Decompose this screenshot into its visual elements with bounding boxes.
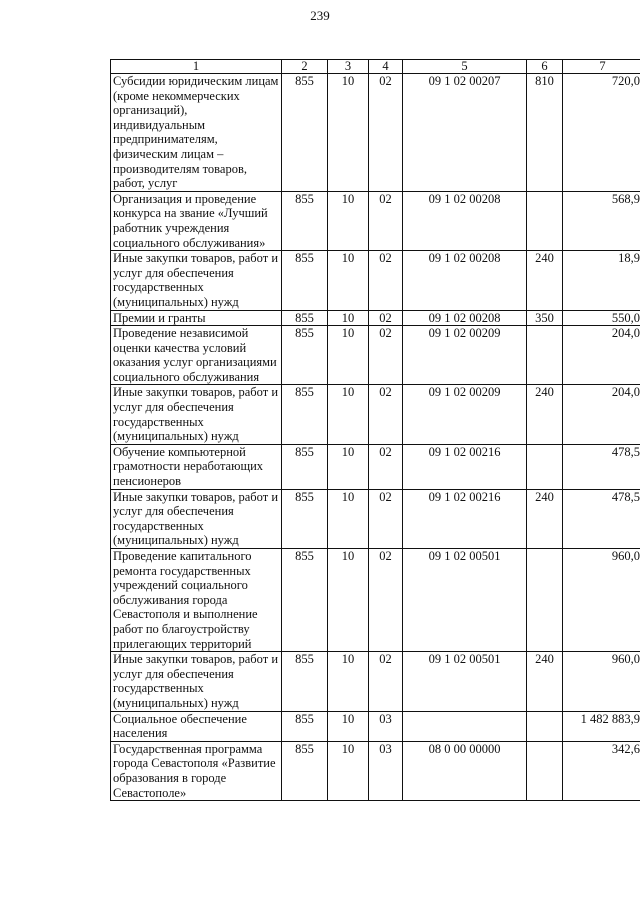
target-article-code: 09 1 02 00208 (403, 310, 527, 326)
department-code: 855 (282, 652, 328, 711)
department-code: 855 (282, 711, 328, 741)
table-row (111, 191, 640, 250)
target-article-code: 08 0 00 00000 (403, 741, 527, 800)
subsection-code: 02 (369, 549, 403, 652)
table-body (111, 74, 640, 801)
section-code: 10 (328, 444, 369, 489)
column-header: 5 (403, 60, 527, 74)
target-article-code: 09 1 02 00216 (403, 489, 527, 548)
section-code: 10 (328, 741, 369, 800)
section-code: 10 (328, 310, 369, 326)
item-name: Проведение независимой оценки качества условий оказания услуг организациями социального обслуживания (111, 326, 282, 385)
item-name: Проведение капитального ремонта государственных учреждений социального обслуживания города Севастополя и выполнение работ по благоустройству прилегающих территорий (111, 549, 282, 652)
table-row (111, 489, 640, 548)
subsection-code: 02 (369, 251, 403, 310)
amount: 478,5 (563, 444, 640, 489)
amount: 550,0 (563, 310, 640, 326)
table-row (111, 711, 640, 741)
page-number: 239 (310, 8, 330, 23)
expense-type-code (527, 326, 563, 385)
item-name: Субсидии юридическим лицам (кроме некоммерческих организаций), индивидуальным предпринимателям, физическим лицам – производителям товаров, работ, услуг (111, 74, 282, 192)
subsection-code: 02 (369, 326, 403, 385)
section-code: 10 (328, 385, 369, 444)
item-name: Премии и гранты (111, 310, 282, 326)
amount: 960,0 (563, 549, 640, 652)
expense-type-code: 240 (527, 652, 563, 711)
column-header: 3 (328, 60, 369, 74)
department-code: 855 (282, 251, 328, 310)
table-row (111, 549, 640, 652)
table-row (111, 310, 640, 326)
expense-type-code: 240 (527, 489, 563, 548)
department-code: 855 (282, 549, 328, 652)
section-code: 10 (328, 74, 369, 192)
subsection-code: 02 (369, 74, 403, 192)
amount: 568,9 (563, 191, 640, 250)
subsection-code: 03 (369, 741, 403, 800)
budget-table (110, 59, 640, 801)
department-code: 855 (282, 326, 328, 385)
expense-type-code (527, 711, 563, 741)
section-code: 10 (328, 549, 369, 652)
amount: 960,0 (563, 652, 640, 711)
section-code: 10 (328, 251, 369, 310)
amount: 204,0 (563, 385, 640, 444)
target-article-code: 09 1 02 00209 (403, 326, 527, 385)
column-header: 1 (111, 60, 282, 74)
amount: 1 482 883,9 (563, 711, 640, 741)
table-row (111, 74, 640, 192)
amount: 720,0 (563, 74, 640, 192)
table-row (111, 652, 640, 711)
target-article-code: 09 1 02 00216 (403, 444, 527, 489)
item-name: Иные закупки товаров, работ и услуг для обеспечения государственных (муниципальных) нужд (111, 385, 282, 444)
section-code: 10 (328, 326, 369, 385)
expense-type-code (527, 444, 563, 489)
subsection-code: 02 (369, 652, 403, 711)
department-code: 855 (282, 444, 328, 489)
item-name: Иные закупки товаров, работ и услуг для обеспечения государственных (муниципальных) нужд (111, 251, 282, 310)
department-code: 855 (282, 191, 328, 250)
expense-type-code: 350 (527, 310, 563, 326)
table-row (111, 385, 640, 444)
expense-type-code (527, 741, 563, 800)
department-code: 855 (282, 489, 328, 548)
amount: 18,9 (563, 251, 640, 310)
table-row (111, 251, 640, 310)
expense-type-code: 810 (527, 74, 563, 192)
column-header: 2 (282, 60, 328, 74)
target-article-code: 09 1 02 00501 (403, 652, 527, 711)
target-article-code: 09 1 02 00208 (403, 251, 527, 310)
expense-type-code: 240 (527, 385, 563, 444)
amount: 478,5 (563, 489, 640, 548)
target-article-code: 09 1 02 00209 (403, 385, 527, 444)
subsection-code: 02 (369, 489, 403, 548)
section-code: 10 (328, 652, 369, 711)
amount: 342,6 (563, 741, 640, 800)
subsection-code: 02 (369, 385, 403, 444)
table-row (111, 444, 640, 489)
department-code: 855 (282, 74, 328, 192)
expense-type-code (527, 549, 563, 652)
target-article-code: 09 1 02 00208 (403, 191, 527, 250)
target-article-code (403, 711, 527, 741)
item-name: Социальное обеспечение населения (111, 711, 282, 741)
department-code: 855 (282, 310, 328, 326)
section-code: 10 (328, 191, 369, 250)
column-header: 4 (369, 60, 403, 74)
subsection-code: 02 (369, 444, 403, 489)
target-article-code: 09 1 02 00207 (403, 74, 527, 192)
item-name: Обучение компьютерной грамотности неработающих пенсионеров (111, 444, 282, 489)
item-name: Государственная программа города Севастополя «Развитие образования в городе Севастополе» (111, 741, 282, 800)
amount: 204,0 (563, 326, 640, 385)
expense-type-code: 240 (527, 251, 563, 310)
item-name: Организация и проведение конкурса на звание «Лучший работник учреждения социального обслуживания» (111, 191, 282, 250)
table-row (111, 326, 640, 385)
section-code: 10 (328, 489, 369, 548)
target-article-code: 09 1 02 00501 (403, 549, 527, 652)
section-code: 10 (328, 711, 369, 741)
department-code: 855 (282, 385, 328, 444)
table-row (111, 741, 640, 800)
subsection-code: 02 (369, 191, 403, 250)
expense-type-code (527, 191, 563, 250)
item-name: Иные закупки товаров, работ и услуг для обеспечения государственных (муниципальных) нужд (111, 489, 282, 548)
subsection-code: 03 (369, 711, 403, 741)
column-header: 7 (563, 60, 640, 74)
column-header: 6 (527, 60, 563, 74)
header-row (111, 60, 640, 74)
item-name: Иные закупки товаров, работ и услуг для обеспечения государственных (муниципальных) нужд (111, 652, 282, 711)
subsection-code: 02 (369, 310, 403, 326)
department-code: 855 (282, 741, 328, 800)
